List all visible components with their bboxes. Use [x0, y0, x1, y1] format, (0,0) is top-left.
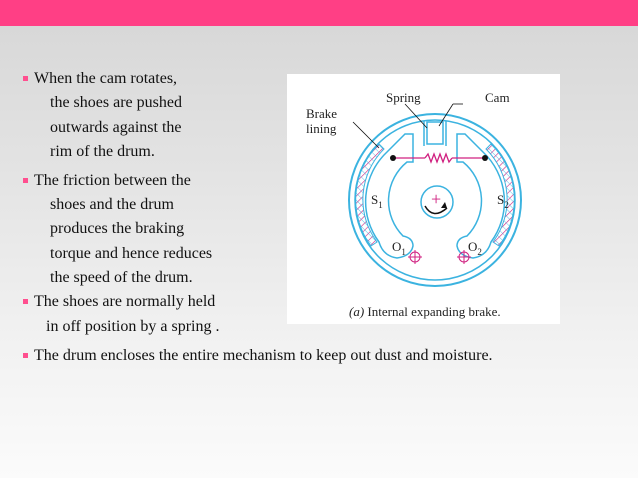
bullet-marker [23, 299, 28, 304]
bullet-1-line-4: rim of the drum. [50, 143, 155, 160]
spring-pin-left [390, 155, 396, 161]
caption-text: Internal expanding brake. [367, 304, 501, 319]
label-s1: $S_1$ [371, 192, 383, 210]
label-o1: $O_1$ [392, 239, 406, 257]
bullet-1-line-1: When the cam rotates, [34, 70, 178, 87]
label-s2: $S_2$ [497, 192, 509, 210]
bullet-3-line-1: The shoes are normally held [34, 293, 216, 310]
label-spring: Spring [386, 90, 421, 105]
spring-pin-right [482, 155, 488, 161]
center-plus: + [431, 189, 442, 209]
figure-caption [349, 304, 501, 319]
bullet-4-line-1: The drum encloses the entire mechanism to keep out dust and moisture. [34, 347, 493, 364]
bullet-1-line-3: outwards against the [50, 119, 182, 136]
bullet-2-line-2: shoes and the drum [50, 196, 174, 213]
spring [393, 154, 485, 162]
internal-expanding-brake-diagram [287, 74, 560, 324]
bullet-marker [23, 178, 28, 183]
bullet-3-line-2: in off position by a spring . [46, 318, 220, 335]
bullet-2-line-4: torque and hence reduces [50, 245, 213, 262]
label-brake-lining-line1: Brake [306, 106, 338, 121]
bullet-2-line-1: The friction between the [34, 172, 191, 189]
caption-prefix: (a) [349, 304, 365, 319]
bullet-2-line-5: the speed of the drum. [50, 269, 193, 286]
bullet-1-line-2: the shoes are pushed [50, 94, 182, 111]
label-brake-lining-line2: lining [306, 121, 337, 136]
bullet-marker [23, 76, 28, 81]
label-o2: $O_2$ [468, 239, 482, 257]
cam [427, 122, 443, 144]
bullet-2-line-3: produces the braking [50, 220, 185, 237]
bullet-marker [23, 353, 28, 358]
brake-diagram-figure [287, 74, 560, 324]
label-cam: Cam [485, 90, 510, 105]
